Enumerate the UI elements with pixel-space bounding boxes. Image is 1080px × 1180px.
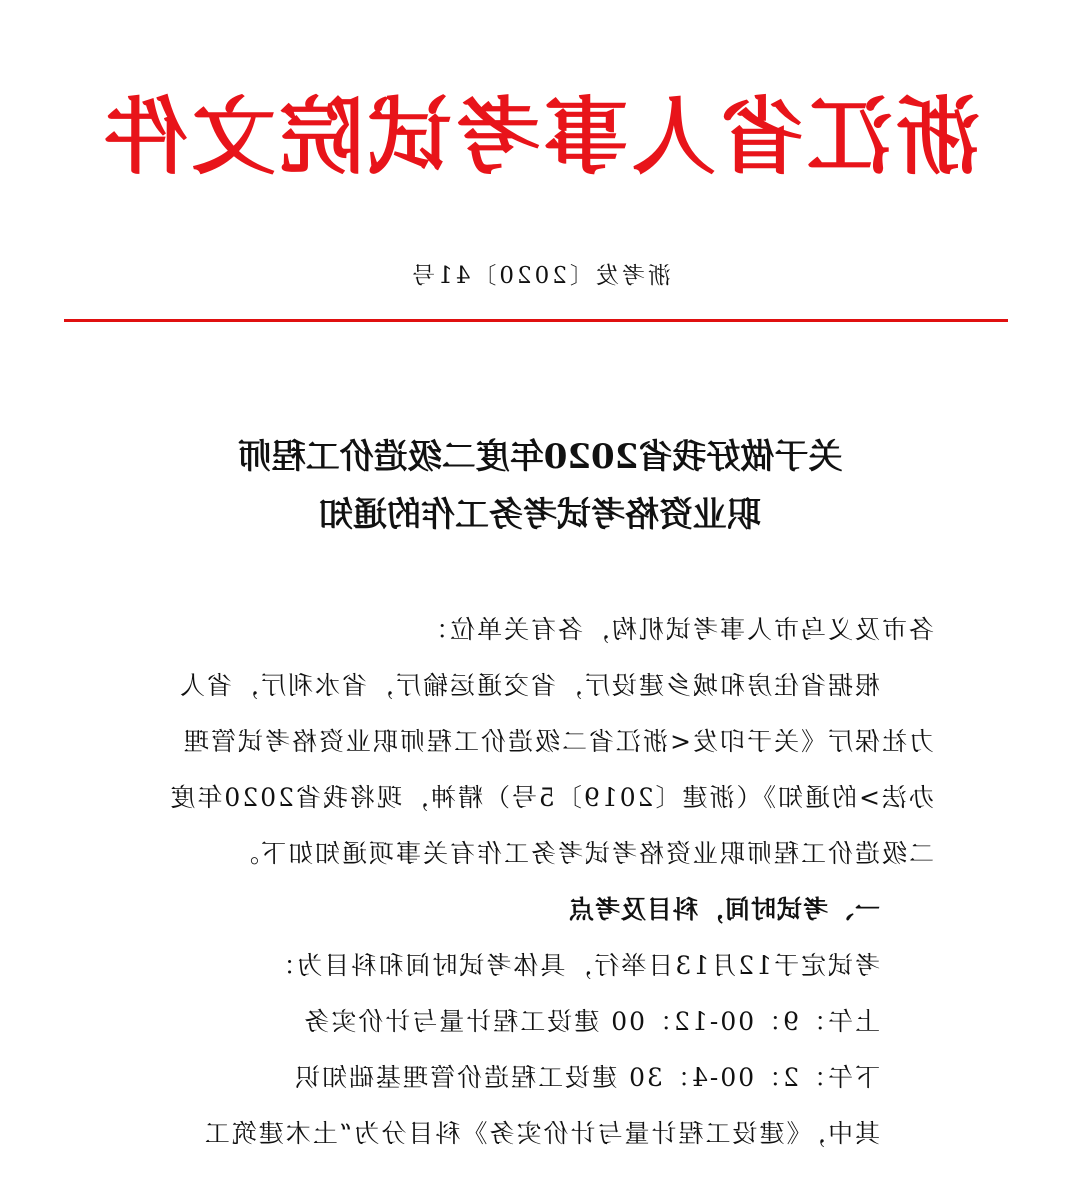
notice-title-line2: 职业资格考试考务工作的通知 [319,495,761,535]
document-number: 浙考发〔2020〕41号 [409,263,671,289]
section1-intro: 考试定于12月13日举行，具体考试时间和科目为： [268,951,880,980]
paragraph1-line3: 办法>的通知》（浙建〔2019〕5号）精神，现将我省2020年度 [168,783,934,812]
red-divider-rule [64,319,1008,322]
section1-heading: 一、考试时间，科目及考点 [567,895,880,924]
notice-title-line1: 关于做好我省2020年度二级造价工程师 [237,437,843,477]
schedule-afternoon: 下午：2：00-4：30 建设工程造价管理基础知识 [293,1063,880,1092]
paragraph1-line2: 力社保厅《关于印发<浙江省二级造价工程师职业资格考试管理 [182,727,934,756]
schedule-morning: 上午：9：00-12：00 建设工程计量与计价实务 [302,1007,880,1036]
letterhead-title: 浙江省人事考试院文件 [100,88,981,186]
paragraph2-line1: 其中，《建设工程计量与计价实务》科目分为“土木建筑工 [202,1119,880,1148]
salutation: 各市及义乌市人事考试机构，各有关单位： [420,615,934,644]
paragraph1-line4: 二级造价工程师职业资格考试考务工作有关事项通知如下。 [231,839,934,868]
paragraph1-line1: 根据省住房和城乡建设厅，省交通运输厅，省水利厅，省人 [177,671,880,700]
